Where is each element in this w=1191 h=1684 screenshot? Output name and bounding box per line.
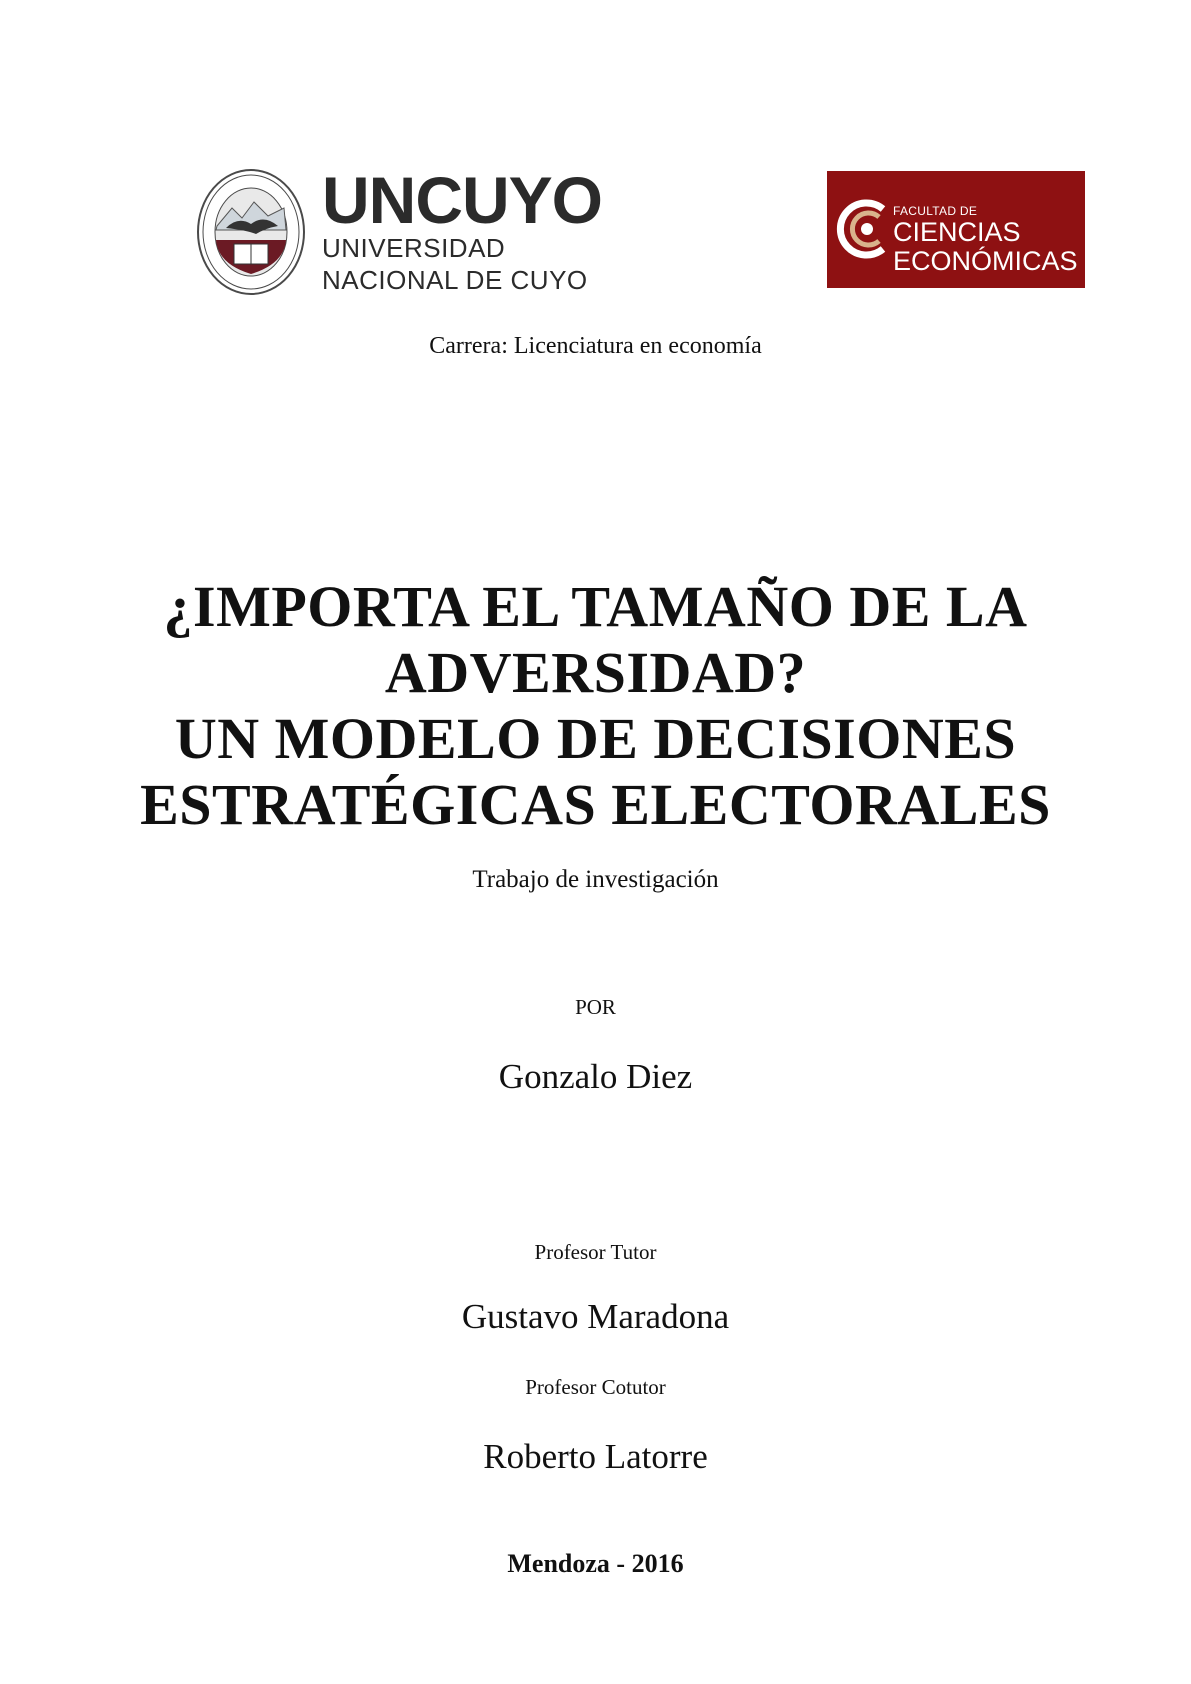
facultad-line1: CIENCIAS bbox=[893, 217, 1021, 247]
uncuyo-subtitle-line1: UNIVERSIDAD bbox=[322, 233, 506, 263]
title-line-1: ¿IMPORTA EL TAMAÑO DE LA bbox=[163, 574, 1028, 639]
carrera-label: Carrera: Licenciatura en economía bbox=[429, 333, 762, 359]
place-and-date: Mendoza - 2016 bbox=[507, 1549, 684, 1578]
document-title bbox=[0, 574, 1191, 838]
uncuyo-subtitle-line2: NACIONAL DE CUYO bbox=[322, 265, 588, 295]
uncuyo-logo bbox=[196, 163, 603, 300]
uncuyo-name: UNCUYO bbox=[322, 163, 603, 237]
uncuyo-wordmark bbox=[322, 163, 603, 296]
cotutor-name: Roberto Latorre bbox=[483, 1437, 708, 1476]
facultad-c-symbol-icon bbox=[833, 195, 901, 263]
tutor-label: Profesor Tutor bbox=[534, 1240, 657, 1264]
title-line-2: ADVERSIDAD? bbox=[384, 640, 807, 705]
por-label: POR bbox=[575, 995, 616, 1019]
title-line-3: UN MODELO DE DECISIONES bbox=[174, 706, 1017, 771]
facultad-logo bbox=[827, 171, 1085, 288]
facultad-line2: ECONÓMICAS bbox=[893, 246, 1078, 276]
university-seal-icon bbox=[196, 168, 306, 296]
cotutor-label: Profesor Cotutor bbox=[525, 1375, 666, 1399]
facultad-small-label: FACULTAD DE bbox=[893, 204, 978, 218]
author-name: Gonzalo Diez bbox=[498, 1057, 693, 1096]
title-line-4: ESTRATÉGICAS ELECTORALES bbox=[140, 772, 1051, 837]
document-type: Trabajo de investigación bbox=[472, 866, 719, 893]
tutor-name: Gustavo Maradona bbox=[461, 1297, 730, 1336]
facultad-wordmark bbox=[893, 204, 1078, 276]
